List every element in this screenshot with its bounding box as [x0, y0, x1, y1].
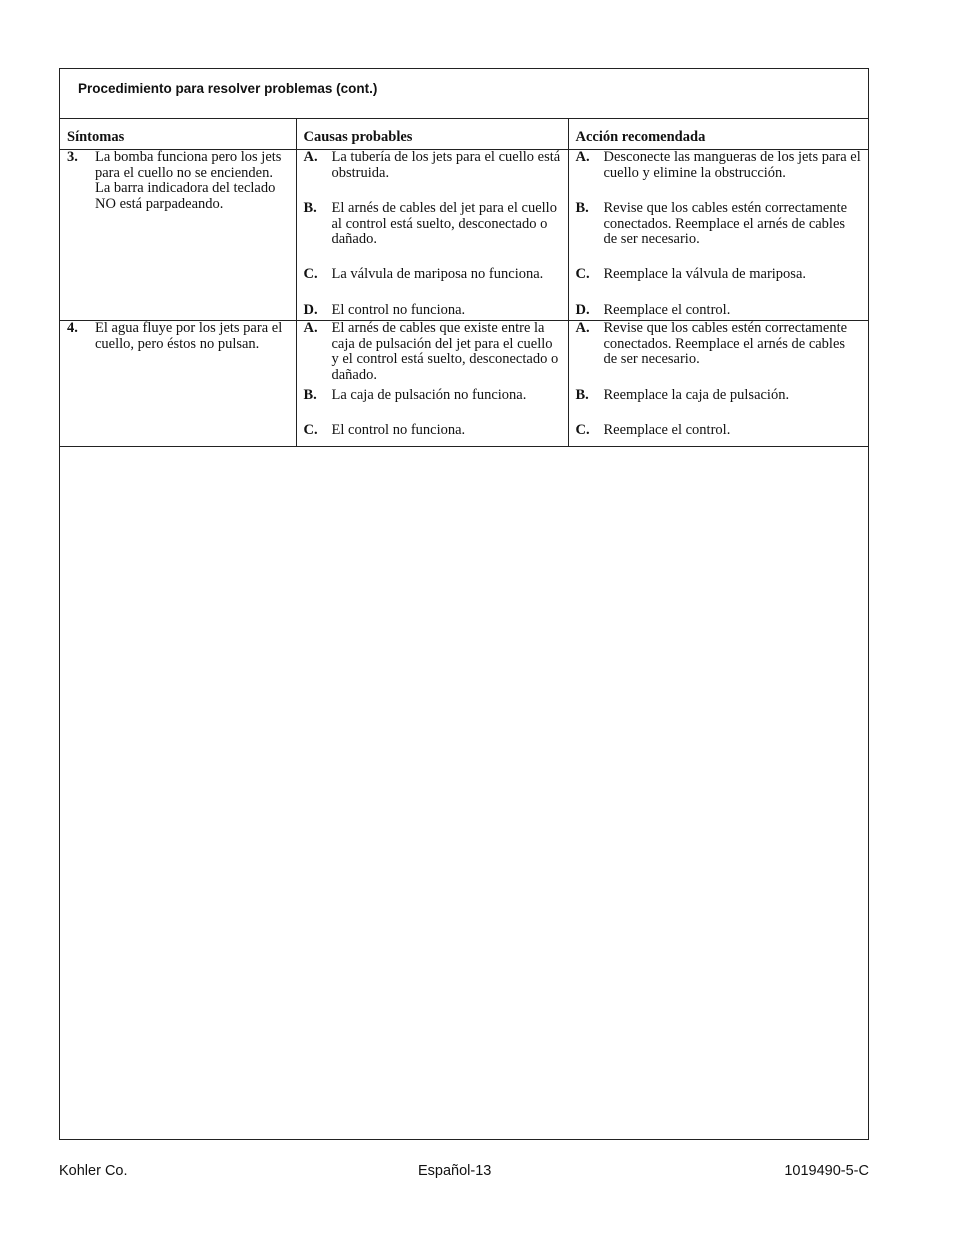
table-row [60, 150, 868, 321]
symptom-cell [60, 321, 296, 447]
symptom-number: 3. [67, 149, 78, 165]
cause-item: C. La válvula de mariposa no funciona. [303, 266, 544, 282]
section-title: Procedimiento para resolver problemas (cont.) [78, 81, 378, 96]
cause-item: B. La caja de pulsación no funciona. [303, 387, 527, 403]
cause-item: D. El control no funciona. [303, 302, 466, 318]
footer-page-number: Español-13 [418, 1163, 492, 1179]
header-actions: Acción recomendada [568, 119, 868, 150]
action-item: A. Desconecte las mangueras de los jets para el cuello y elimine la obstrucción. [575, 149, 861, 181]
symptom-text: El agua fluye por los jets para el cuello, pero éstos no pulsan. [95, 320, 283, 352]
causes-cell [296, 150, 568, 321]
table-header-row [60, 119, 868, 150]
action-item: C. Reemplace el control. [575, 422, 731, 438]
action-item: A. Revise que los cables estén correctamente conectados. Reemplace el arnés de cables de ser necesario. [575, 320, 848, 367]
cause-item: C. El control no funciona. [303, 422, 466, 438]
action-item: B. Revise que los cables estén correctamente conectados. Reemplace el arnés de cables de ser necesario. [575, 200, 848, 247]
footer-company: Kohler Co. [59, 1163, 128, 1179]
actions-cell [568, 150, 868, 321]
action-item: D. Reemplace el control. [575, 302, 731, 318]
troubleshooting-frame [59, 68, 869, 1140]
causes-cell [296, 321, 568, 447]
header-causes: Causas probables [296, 119, 568, 150]
footer-document-code: 1019490-5-C [784, 1163, 869, 1179]
troubleshooting-table [60, 118, 868, 447]
table-row [60, 321, 868, 447]
cause-item: B. El arnés de cables del jet para el cuello al control está suelto, desconectado o dañado. [303, 200, 557, 247]
action-item: B. Reemplace la caja de pulsación. [575, 387, 790, 403]
header-symptoms: Síntomas [60, 119, 296, 150]
cause-item: A. La tubería de los jets para el cuello está obstruida. [303, 149, 561, 181]
symptom-number: 4. [67, 320, 78, 336]
action-item: C. Reemplace la válvula de mariposa. [575, 266, 807, 282]
symptom-cell [60, 150, 296, 321]
symptom-text: La bomba funciona pero los jets para el cuello no se encienden. La barra indicadora del teclado NO está parpadeando. [95, 149, 282, 212]
actions-cell [568, 321, 868, 447]
cause-item: A. El arnés de cables que existe entre la caja de pulsación del jet para el cuello y el control está suelto, desconectado o dañado. [303, 320, 559, 383]
